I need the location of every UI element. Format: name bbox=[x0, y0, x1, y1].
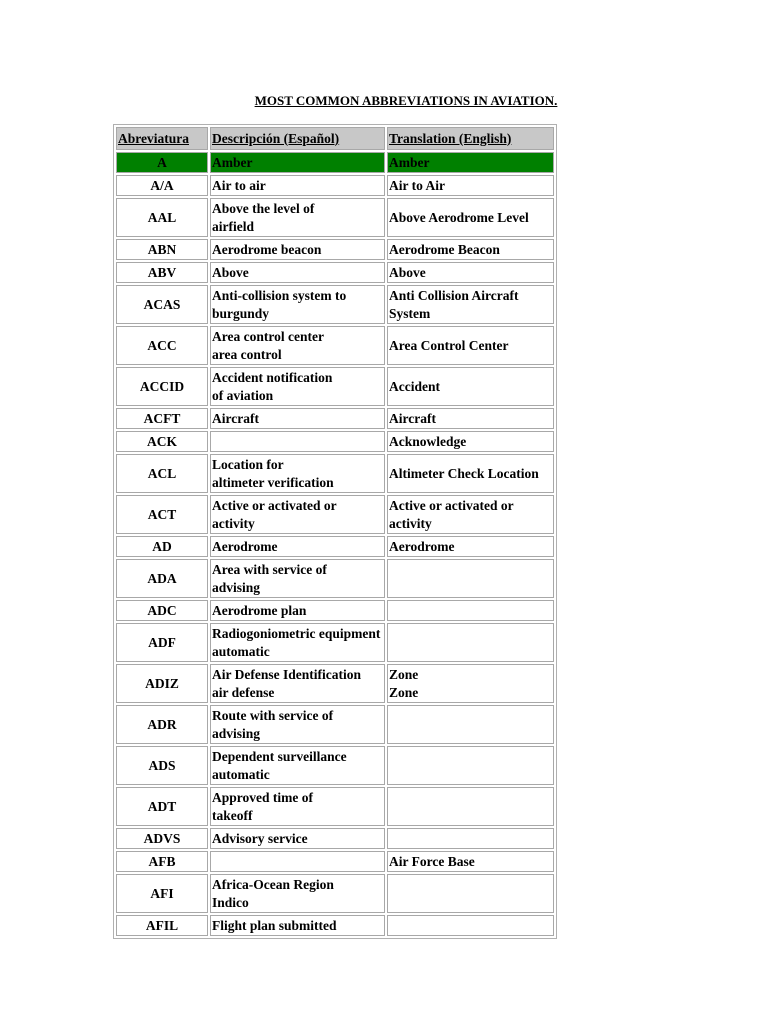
translation-cell bbox=[387, 408, 554, 429]
abbreviation-cell: ABN bbox=[116, 239, 208, 260]
table-row bbox=[116, 746, 554, 785]
description-cell bbox=[210, 828, 385, 849]
description-cell-line: Route with service of bbox=[212, 708, 334, 723]
table-row bbox=[116, 536, 554, 557]
translation-cell-line: Aerodrome Beacon bbox=[389, 241, 500, 257]
translation-cell-line: Anti Collision Aircraft bbox=[389, 288, 519, 303]
description-cell-line: Aircraft bbox=[212, 410, 259, 426]
translation-cell bbox=[387, 431, 554, 452]
translation-cell bbox=[387, 664, 554, 703]
description-cell-line: air defense bbox=[212, 684, 275, 700]
description-cell-line: Amber bbox=[212, 154, 253, 170]
table-row bbox=[116, 175, 554, 196]
translation-cell-line: Active or activated or bbox=[389, 498, 514, 513]
abbreviation-cell: ADVS bbox=[116, 828, 208, 849]
translation-cell bbox=[387, 239, 554, 260]
description-cell-line: advising bbox=[212, 725, 261, 741]
abbreviation-cell: AAL bbox=[116, 198, 208, 237]
translation-cell bbox=[387, 285, 554, 324]
translation-cell bbox=[387, 326, 554, 365]
table-row bbox=[116, 431, 554, 452]
table-row bbox=[116, 285, 554, 324]
description-cell bbox=[210, 705, 385, 744]
translation-cell bbox=[387, 454, 554, 493]
translation-cell bbox=[387, 874, 554, 913]
description-cell-line: Dependent surveillance bbox=[212, 749, 347, 764]
translation-cell bbox=[387, 746, 554, 785]
description-cell bbox=[210, 600, 385, 621]
translation-cell-line: Aerodrome bbox=[389, 538, 455, 554]
description-cell-line: burgundy bbox=[212, 305, 270, 321]
translation-cell-line: System bbox=[389, 305, 431, 321]
abbreviation-cell: A bbox=[116, 152, 208, 173]
table-row bbox=[116, 495, 554, 534]
translation-cell-line: Air Force Base bbox=[389, 853, 475, 869]
description-cell-line: automatic bbox=[212, 766, 270, 782]
table-row bbox=[116, 408, 554, 429]
abbreviation-cell: ADT bbox=[116, 787, 208, 826]
table-body bbox=[116, 152, 554, 936]
description-cell bbox=[210, 787, 385, 826]
translation-cell bbox=[387, 198, 554, 237]
translation-cell bbox=[387, 367, 554, 406]
abbreviation-cell: A/A bbox=[116, 175, 208, 196]
table-row bbox=[116, 787, 554, 826]
translation-cell bbox=[387, 828, 554, 849]
abbreviation-cell: AFB bbox=[116, 851, 208, 872]
abbreviation-cell: ADR bbox=[116, 705, 208, 744]
abbreviation-cell: ACT bbox=[116, 495, 208, 534]
description-cell bbox=[210, 408, 385, 429]
description-cell-line: Radiogoniometric equipment bbox=[212, 626, 381, 641]
description-cell-line: Africa-Ocean Region bbox=[212, 877, 334, 892]
description-cell-line: Aerodrome bbox=[212, 538, 278, 554]
translation-cell bbox=[387, 600, 554, 621]
table-row bbox=[116, 915, 554, 936]
description-cell bbox=[210, 175, 385, 196]
table-row bbox=[116, 623, 554, 662]
translation-cell-line: Air to Air bbox=[389, 177, 445, 193]
description-cell-line: Aerodrome beacon bbox=[212, 241, 322, 257]
abbreviation-cell: ACFT bbox=[116, 408, 208, 429]
translation-cell bbox=[387, 152, 554, 173]
translation-cell-line: Zone bbox=[389, 684, 419, 700]
description-cell-line: Accident notification bbox=[212, 370, 333, 385]
header-translation-en: Translation (English) bbox=[387, 127, 554, 150]
abbreviation-cell: ACCID bbox=[116, 367, 208, 406]
description-cell bbox=[210, 746, 385, 785]
description-cell-line: Aerodrome plan bbox=[212, 602, 307, 618]
translation-cell-line: Area Control Center bbox=[389, 337, 509, 353]
translation-cell-line: Acknowledge bbox=[389, 433, 467, 449]
description-cell bbox=[210, 454, 385, 493]
table-row bbox=[116, 705, 554, 744]
description-cell bbox=[210, 262, 385, 283]
translation-cell-line: Altimeter Check Location bbox=[389, 465, 539, 481]
description-cell-line: activity bbox=[212, 515, 255, 531]
description-cell-line: Area control center bbox=[212, 329, 324, 344]
abbreviation-cell: ADS bbox=[116, 746, 208, 785]
table-row bbox=[116, 152, 554, 173]
table-row bbox=[116, 559, 554, 598]
abbreviation-cell: AFIL bbox=[116, 915, 208, 936]
description-cell-line: Location for bbox=[212, 457, 284, 472]
abbreviation-cell: ACL bbox=[116, 454, 208, 493]
description-cell bbox=[210, 536, 385, 557]
translation-cell bbox=[387, 787, 554, 826]
translation-cell-line: Accident bbox=[389, 378, 440, 394]
description-cell bbox=[210, 851, 385, 872]
table-row bbox=[116, 262, 554, 283]
description-cell bbox=[210, 874, 385, 913]
description-cell-line: area control bbox=[212, 346, 282, 362]
translation-cell-line: Above bbox=[389, 264, 426, 280]
table-row bbox=[116, 664, 554, 703]
description-cell bbox=[210, 152, 385, 173]
translation-cell bbox=[387, 495, 554, 534]
description-cell bbox=[210, 495, 385, 534]
table-row bbox=[116, 326, 554, 365]
translation-cell bbox=[387, 559, 554, 598]
table-row bbox=[116, 239, 554, 260]
translation-cell bbox=[387, 705, 554, 744]
description-cell-line: Air Defense Identification bbox=[212, 667, 361, 682]
description-cell bbox=[210, 239, 385, 260]
description-cell bbox=[210, 367, 385, 406]
abbreviation-cell: ADF bbox=[116, 623, 208, 662]
description-cell-line: Active or activated or bbox=[212, 498, 337, 513]
description-cell-line: Advisory service bbox=[212, 830, 308, 846]
description-cell bbox=[210, 326, 385, 365]
description-cell-line: altimeter verification bbox=[212, 474, 334, 490]
abbreviation-cell: ABV bbox=[116, 262, 208, 283]
abbreviations-table bbox=[113, 124, 557, 939]
translation-cell-line: Above Aerodrome Level bbox=[389, 209, 529, 225]
description-cell-line: of aviation bbox=[212, 387, 274, 403]
header-abbreviation: Abreviatura bbox=[116, 127, 208, 150]
abbreviation-cell: ADC bbox=[116, 600, 208, 621]
description-cell-line: Above the level of bbox=[212, 201, 315, 216]
description-cell bbox=[210, 623, 385, 662]
translation-cell bbox=[387, 262, 554, 283]
table-row bbox=[116, 454, 554, 493]
translation-cell-line: Aircraft bbox=[389, 410, 436, 426]
abbreviation-cell: AD bbox=[116, 536, 208, 557]
header-description-es: Descripción (Español) bbox=[210, 127, 385, 150]
description-cell-line: advising bbox=[212, 579, 261, 595]
description-cell-line: Indico bbox=[212, 894, 249, 910]
translation-cell-line: activity bbox=[389, 515, 432, 531]
description-cell-line: takeoff bbox=[212, 807, 253, 823]
table-row bbox=[116, 367, 554, 406]
translation-cell-line: Zone bbox=[389, 667, 419, 682]
description-cell bbox=[210, 559, 385, 598]
table-row bbox=[116, 600, 554, 621]
table-row bbox=[116, 198, 554, 237]
translation-cell bbox=[387, 536, 554, 557]
description-cell bbox=[210, 664, 385, 703]
page-title: MOST COMMON ABBREVIATIONS IN AVIATION. bbox=[254, 93, 558, 108]
description-cell bbox=[210, 198, 385, 237]
description-cell bbox=[210, 915, 385, 936]
description-cell-line: Above bbox=[212, 264, 249, 280]
description-cell-line: Area with service of bbox=[212, 562, 327, 577]
translation-cell bbox=[387, 915, 554, 936]
translation-cell bbox=[387, 623, 554, 662]
table-row bbox=[116, 828, 554, 849]
abbreviation-cell: ACC bbox=[116, 326, 208, 365]
description-cell-line: automatic bbox=[212, 643, 270, 659]
translation-cell bbox=[387, 851, 554, 872]
description-cell-line: airfield bbox=[212, 218, 254, 234]
description-cell-line: Air to air bbox=[212, 177, 266, 193]
description-cell-line: Flight plan submitted bbox=[212, 917, 337, 933]
table-row bbox=[116, 874, 554, 913]
abbreviation-cell: AFI bbox=[116, 874, 208, 913]
description-cell bbox=[210, 285, 385, 324]
description-cell-line: Anti-collision system to bbox=[212, 288, 347, 303]
description-cell bbox=[210, 431, 385, 452]
description-cell-line: Approved time of bbox=[212, 790, 313, 805]
table-row bbox=[116, 851, 554, 872]
translation-cell-line: Amber bbox=[389, 154, 430, 170]
abbreviation-cell: ADIZ bbox=[116, 664, 208, 703]
translation-cell bbox=[387, 175, 554, 196]
abbreviation-cell: ACK bbox=[116, 431, 208, 452]
table-header-row bbox=[116, 127, 554, 150]
abbreviation-cell: ADA bbox=[116, 559, 208, 598]
abbreviation-cell: ACAS bbox=[116, 285, 208, 324]
